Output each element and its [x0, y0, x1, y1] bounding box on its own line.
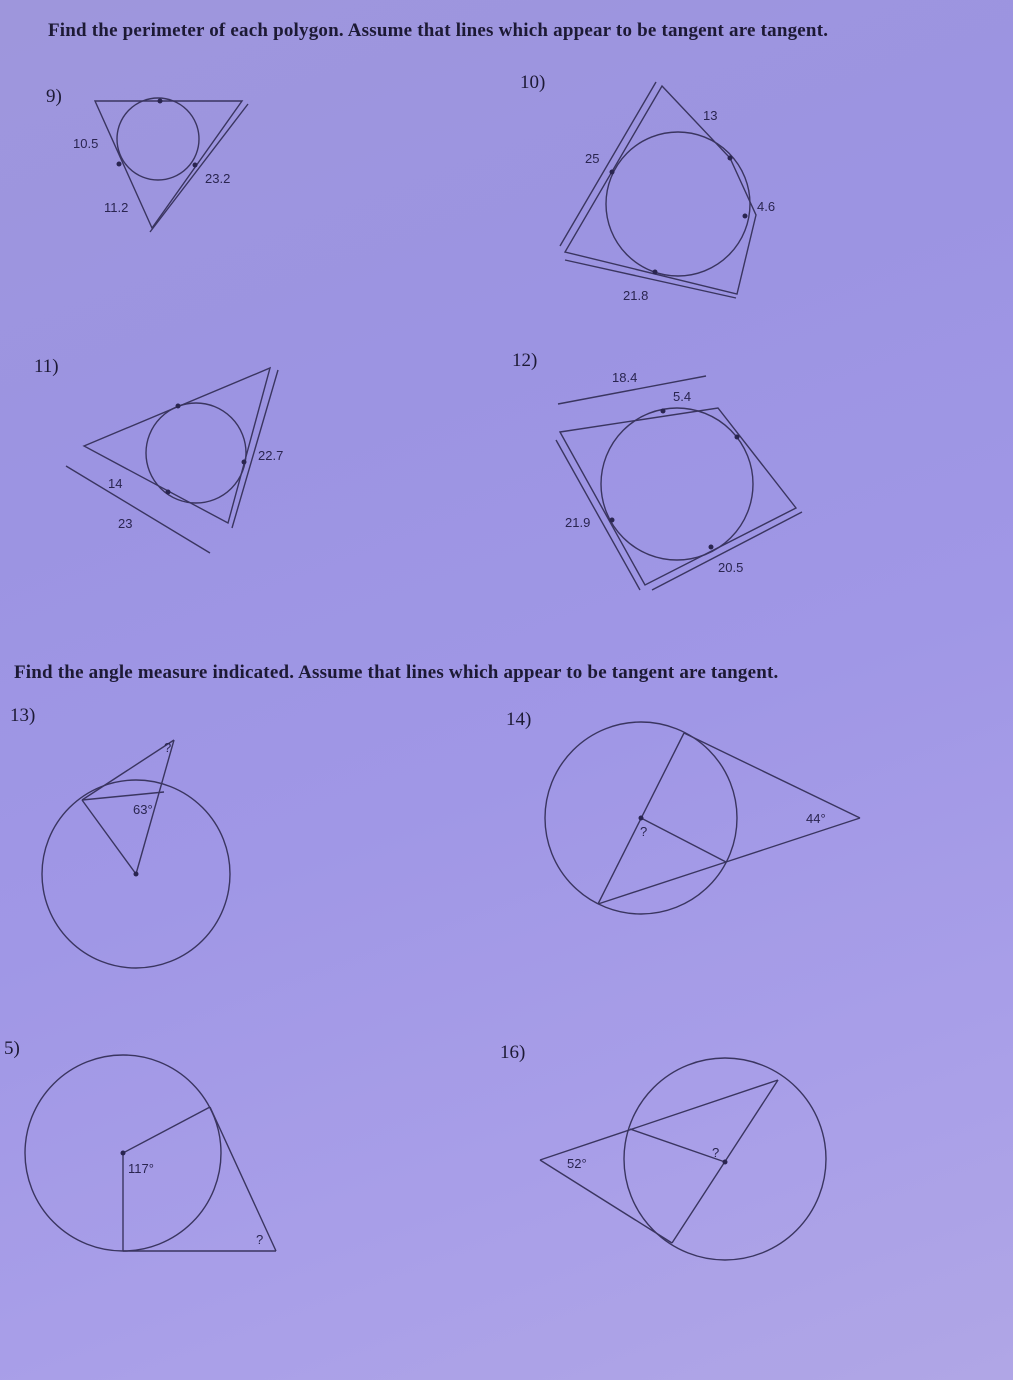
- perimeter-instructions: Find the perimeter of each polygon. Assume that lines which appear to be tangent are tangent.: [48, 20, 829, 41]
- figure-14: [545, 722, 860, 914]
- problem-13-number: 13): [10, 705, 36, 726]
- figure-9: [73, 98, 248, 232]
- label-9-a: 10.5: [73, 136, 99, 151]
- figure-11: [66, 368, 283, 553]
- label-12-b: 5.4: [673, 389, 692, 404]
- label-9-c: 11.2: [104, 200, 129, 215]
- label-10-d: 21.8: [623, 288, 649, 303]
- label-10-c: 4.6: [757, 199, 776, 214]
- label-13-a: ?: [164, 740, 172, 755]
- problem-12-number: 12): [512, 350, 538, 371]
- label-14-a: ?: [640, 824, 648, 839]
- label-14-b: 44°: [806, 811, 826, 826]
- label-12-a: 18.4: [612, 370, 638, 385]
- label-11-b: 14: [108, 476, 123, 491]
- label-15-b: ?: [256, 1232, 264, 1247]
- figure-13: [42, 740, 230, 968]
- label-11-c: 23: [118, 516, 133, 531]
- figure-10: [560, 82, 775, 303]
- problem-10-number: 10): [520, 72, 546, 93]
- label-16-a: 52°: [567, 1156, 587, 1171]
- label-13-b: 63°: [133, 802, 153, 817]
- figure-16: [540, 1058, 826, 1260]
- label-16-b: ?: [712, 1145, 720, 1160]
- label-11-a: 22.7: [258, 448, 284, 463]
- figure-15: [25, 1055, 276, 1251]
- label-12-d: 20.5: [718, 560, 744, 575]
- angle-instructions: Find the angle measure indicated. Assume that lines which appear to be tangent are tangent.: [14, 662, 779, 683]
- label-9-b: 23.2: [205, 171, 231, 186]
- problem-11-number: 11): [34, 356, 59, 377]
- problem-15-number: 5): [4, 1038, 20, 1059]
- figure-12: [556, 370, 802, 590]
- label-10-a: 13: [703, 108, 718, 123]
- label-10-b: 25: [585, 151, 600, 166]
- problem-16-number: 16): [500, 1042, 526, 1063]
- problem-9-number: 9): [46, 86, 62, 107]
- problem-14-number: 14): [506, 709, 532, 730]
- label-15-a: 117°: [128, 1161, 154, 1176]
- label-12-c: 21.9: [565, 515, 591, 530]
